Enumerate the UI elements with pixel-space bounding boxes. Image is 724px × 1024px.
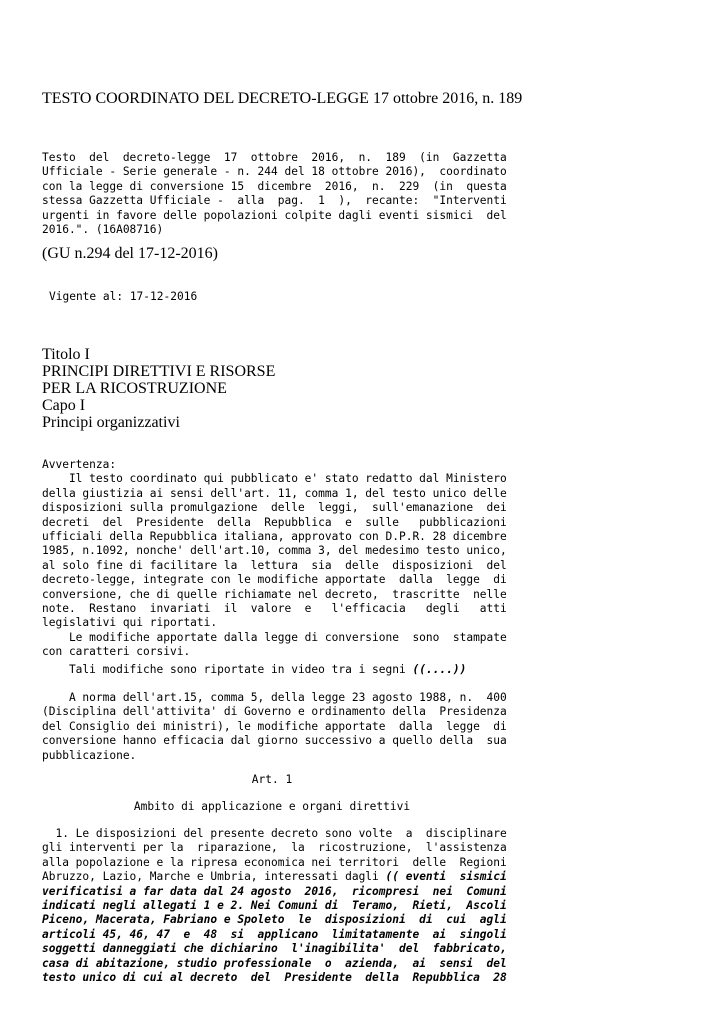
intro-line: 2016.". (16A08716) <box>42 222 164 236</box>
avvertenza-line: disposizioni sulla promulgazione delle leggi, sull'emanazione dei <box>42 501 507 515</box>
capo-heading: Capo I <box>42 397 86 414</box>
article-line: alla popolazione e la ripresa economica nei territori delle Regioni <box>42 855 507 869</box>
section-headings <box>42 346 275 431</box>
article-italic-line: soggetti danneggiati che dichiarino l'inagibilita' del fabbricato, <box>42 942 507 956</box>
norma-line: pubblicazione. <box>42 748 137 762</box>
modifiche-line: Le modifiche apportate dalla legge di conversione sono stampate <box>42 630 507 644</box>
gu-reference: (GU n.294 del 17-12-2016) <box>42 245 218 262</box>
avvertenza-line: conversione, che di quelle richiamate nel decreto, trascritte nelle <box>42 587 507 601</box>
article-italic-line: Piceno, Macerata, Fabriano e Spoleto le disposizioni di cui agli <box>42 913 507 927</box>
avvertenza-line: Il testo coordinato qui pubblicato e' stato redatto dal Ministero <box>42 472 507 486</box>
video-note-text: Tali modifiche sono riportate in video tra i segni <box>42 663 413 676</box>
intro-paragraph <box>42 151 507 237</box>
avvertenza-line: decreti del Presidente della Repubblica e sulle pubblicazioni <box>42 515 507 529</box>
article-line: 1. Le disposizioni del presente decreto sono volte a disciplinare <box>42 827 507 840</box>
article-italic-line: articoli 45, 46, 47 e 48 si applicano limitatamente ai singoli <box>42 927 507 941</box>
article-paragraph <box>42 827 507 985</box>
avvertenza-section <box>42 458 507 659</box>
titolo-name: PRINCIPI DIRETTIVI E RISORSE <box>42 363 276 380</box>
norma-line: del Consiglio dei ministri), le modifiche apportate dalla legge di <box>42 719 507 733</box>
document-title: TESTO COORDINATO DEL DECRETO-LEGGE 17 ottobre 2016, n. 189 <box>42 90 523 107</box>
avvertenza-line: della giustizia ai sensi dell'art. 11, comma 1, del testo unico delle <box>42 486 507 500</box>
vigente-date: Vigente al: 17-12-2016 <box>49 290 198 303</box>
article-line-text: Abruzzo, Lazio, Marche e Umbria, interessati dagli <box>42 870 386 884</box>
norma-line: conversione hanno efficacia dal giorno successivo a quello della sua <box>42 734 507 748</box>
modifiche-line: con caratteri corsivi. <box>42 645 191 659</box>
avvertenza-line: note. Restano invariati il valore e l'efficacia degli atti <box>42 601 507 615</box>
avvertenza-line: decreto-legge, integrate con le modifiche apportate dalla legge di <box>42 573 507 587</box>
video-note <box>42 663 466 677</box>
article-number: Art. 1 <box>251 773 293 786</box>
norma-line: (Disciplina dell'attivita' di Governo e ordinamento della Presidenza <box>42 705 507 719</box>
article-italic-start: (( eventi sismici <box>385 870 507 884</box>
titolo-name: PER LA RICOSTRUZIONE <box>42 380 227 397</box>
avvertenza-line: 1985, n.1092, nonche' dell'art.10, comma 3, del medesimo testo unico, <box>42 544 507 558</box>
norma-paragraph <box>42 691 507 763</box>
article-italic-line: casa di abitazione, studio professionale o azienda, ai sensi del <box>42 956 507 970</box>
article-italic-line: indicati negli allegati 1 e 2. Nei Comuni di Teramo, Rieti, Ascoli <box>42 898 507 912</box>
article-title: Ambito di applicazione e organi direttivi <box>133 800 411 813</box>
intro-line: Testo del decreto-legge 17 ottobre 2016, n. 189 (in Gazzetta <box>42 151 507 164</box>
intro-line: stessa Gazzetta Ufficiale - alla pag. 1 ), recante: "Interventi <box>42 194 507 208</box>
article-italic-line: verificatisi a far data dal 24 agosto 2016, ricompresi nei Comuni <box>42 884 507 898</box>
article-line <box>42 870 507 884</box>
avvertenza-line: legislativi qui riportati. <box>42 616 218 630</box>
intro-line: urgenti in favore delle popolazioni colpite dagli eventi sismici del <box>42 208 507 222</box>
avvertenza-line: al solo fine di facilitare la lettura sia delle disposizioni del <box>42 558 507 572</box>
article-italic-line: testo unico di cui al decreto del Presidente della Repubblica 28 <box>42 970 507 984</box>
intro-line: Ufficiale - Serie generale - n. 244 del 18 ottobre 2016), coordinato <box>42 165 507 179</box>
article-line: gli interventi per la riparazione, la ricostruzione, l'assistenza <box>42 841 507 855</box>
avvertenza-line: ufficiali della Repubblica italiana, approvato con D.P.R. 28 dicembre <box>42 529 507 543</box>
avvertenza-label: Avvertenza: <box>42 458 117 471</box>
norma-line: A norma dell'art.15, comma 5, della legge 23 agosto 1988, n. 400 <box>42 691 507 704</box>
capo-name: Principi organizzativi <box>42 414 180 431</box>
titolo-heading: Titolo I <box>42 346 90 363</box>
intro-line: con la legge di conversione 15 dicembre 2016, n. 229 (in questa <box>42 179 507 193</box>
video-marker: ((....)) <box>412 663 467 676</box>
